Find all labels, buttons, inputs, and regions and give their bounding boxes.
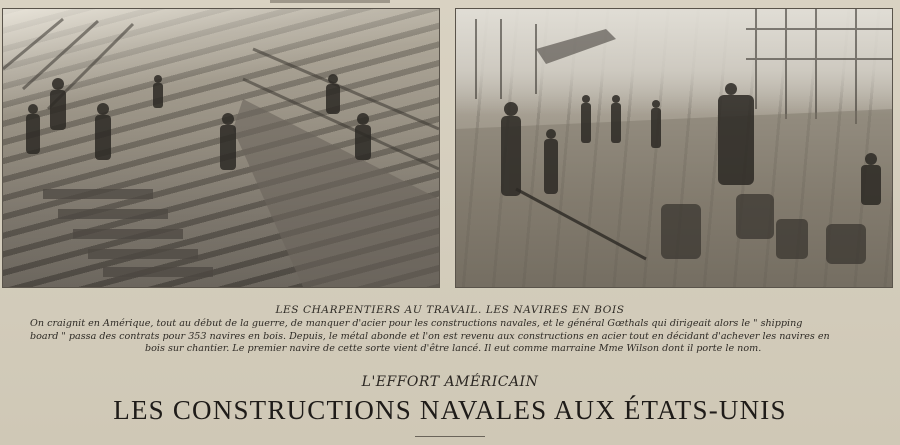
caption-line: board " passa des contrats pour 353 navires en bois. Depuis, le métal abonde et l'on est revenu aux constructions en acier tout en décidant d'achever les navires en [30,330,830,342]
article-headline: LES CONSTRUCTIONS NAVALES AUX ÉTATS-UNIS [113,395,787,425]
photo-caption-body [30,318,880,356]
photo-caption-title: LES CHARPENTIERS AU TRAVAIL. LES NAVIRES EN BOIS [275,304,625,316]
photo-right-illustration [456,9,892,287]
article-kicker: L'EFFORT AMÉRICAIN [361,374,539,390]
photo-left-illustration [3,9,439,287]
caption-line: bois sur chantier. Le premier navire de cette sorte vient d'être lancé. Il eut comme marraine Mme Wilson dont il porte le nom. [145,343,762,354]
bottom-divider-rule [415,436,485,437]
photo-shipwrights-hull [2,8,440,288]
photo-shipyard-deck [455,8,893,288]
top-divider-rule [270,0,390,3]
caption-line: On craignit en Amérique, tout au début de la guerre, de manquer d'acier pour les constructions navales, et le général Gœthals qui dirigeait alors le " shipping [30,318,803,329]
